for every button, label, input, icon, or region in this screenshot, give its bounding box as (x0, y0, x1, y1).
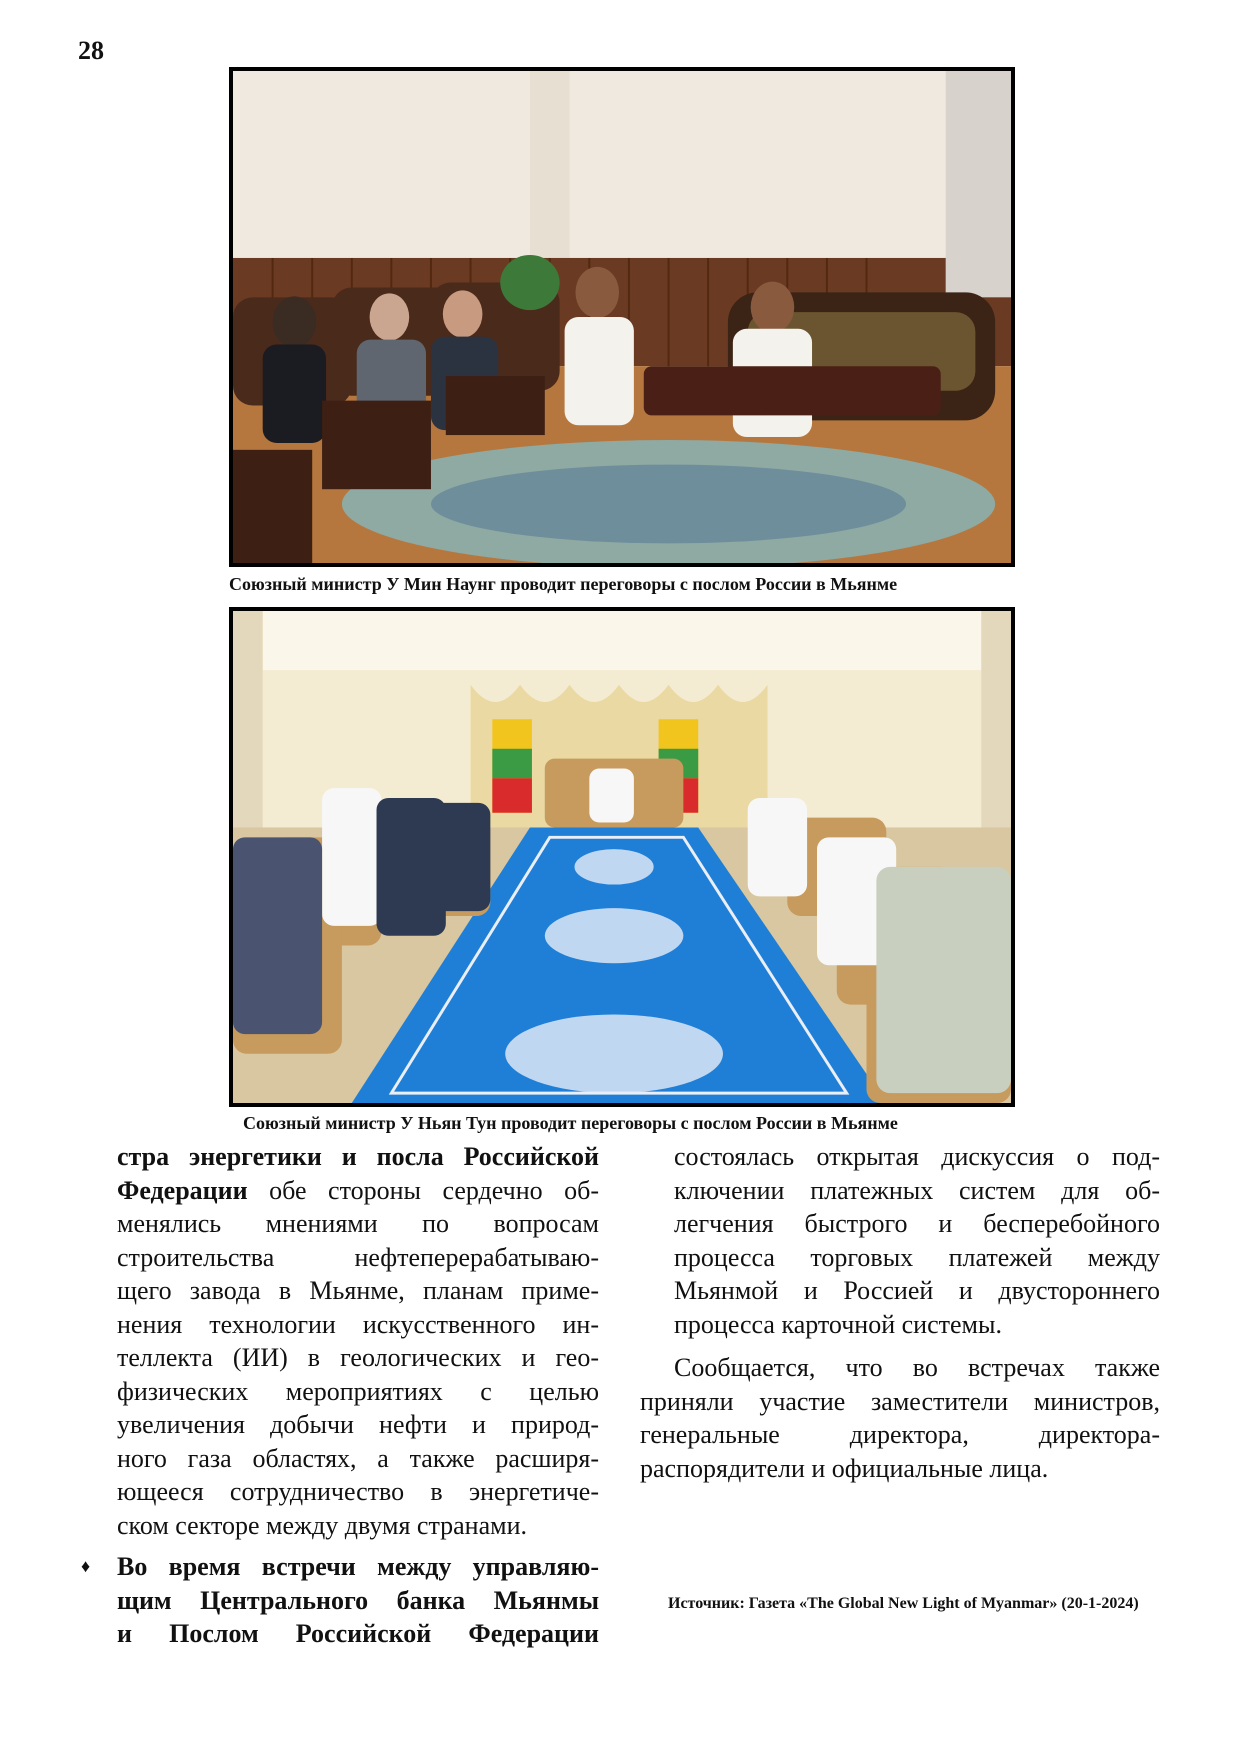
body-line: ного газа областях, а также расширя- (117, 1443, 599, 1473)
body-line: нения технологии искусственного ин- (117, 1309, 599, 1339)
body-line: теллекта (ИИ) в геологических и гео- (117, 1343, 599, 1372)
body-line: распорядители и официальные лица. (640, 1453, 1049, 1483)
body-line: Сообщается, что во встречах также (674, 1353, 1160, 1382)
diamond-bullet-icon: ♦ (81, 1556, 91, 1576)
bullet-line: Во время встречи между управляю- (117, 1552, 599, 1581)
body-line: приняли участие заместители министров, (640, 1386, 1160, 1416)
photo-caption-1: Союзный министр У Мин Наунг проводит переговоры с послом России в Мьянме (229, 574, 898, 594)
body-line: менялись мнениями по вопросам (117, 1209, 599, 1238)
meeting-photo-2 (229, 607, 1015, 1107)
right-column (640, 1140, 1160, 1485)
body-line: увеличения добычи нефти и природ- (117, 1410, 599, 1439)
body-line: ключении платежных систем для об- (674, 1175, 1160, 1205)
body-line: стра энергетики и посла Российской (117, 1142, 599, 1171)
body-line: щего завода в Мьянме, планам приме- (117, 1276, 599, 1305)
page-number: 28 (78, 36, 104, 65)
bullet-line: и Послом Российской Федерации (117, 1619, 599, 1648)
body-line: процесса карточной системы. (674, 1309, 1002, 1339)
photo-caption-2: Союзный министр У Ньян Тун проводит переговоры с послом России в Мьянме (243, 1113, 898, 1133)
body-line: ющееся сотрудничество в энергетиче- (117, 1477, 599, 1506)
body-line: физических мероприятиях с целью (117, 1376, 599, 1406)
body-line: состоялась открытая дискуссия о под- (674, 1142, 1160, 1171)
bold-fragment: Федерации (117, 1175, 248, 1205)
body-line: ском секторе между двумя странами. (117, 1510, 528, 1540)
body-line: Мьянмой и Россией и двустороннего (674, 1276, 1160, 1305)
body-line: генеральные директора, директора- (640, 1420, 1160, 1449)
bullet-paragraph (81, 1550, 599, 1651)
body-line: строительства нефтеперерабатываю- (117, 1242, 599, 1272)
body-line: Федерации обе стороны сердечно об- (117, 1175, 599, 1205)
body-line: легчения быстрого и бесперебойного (674, 1209, 1160, 1238)
left-column (81, 1140, 599, 1651)
source-note: Источник: Газета «The Global New Light of Myanmar» (20-1-2024) (668, 1595, 1139, 1612)
body-line: процесса торговых платежей между (674, 1242, 1160, 1272)
bullet-line: щим Центрального банка Мьянмы (117, 1585, 599, 1615)
meeting-photo-1 (229, 67, 1015, 567)
